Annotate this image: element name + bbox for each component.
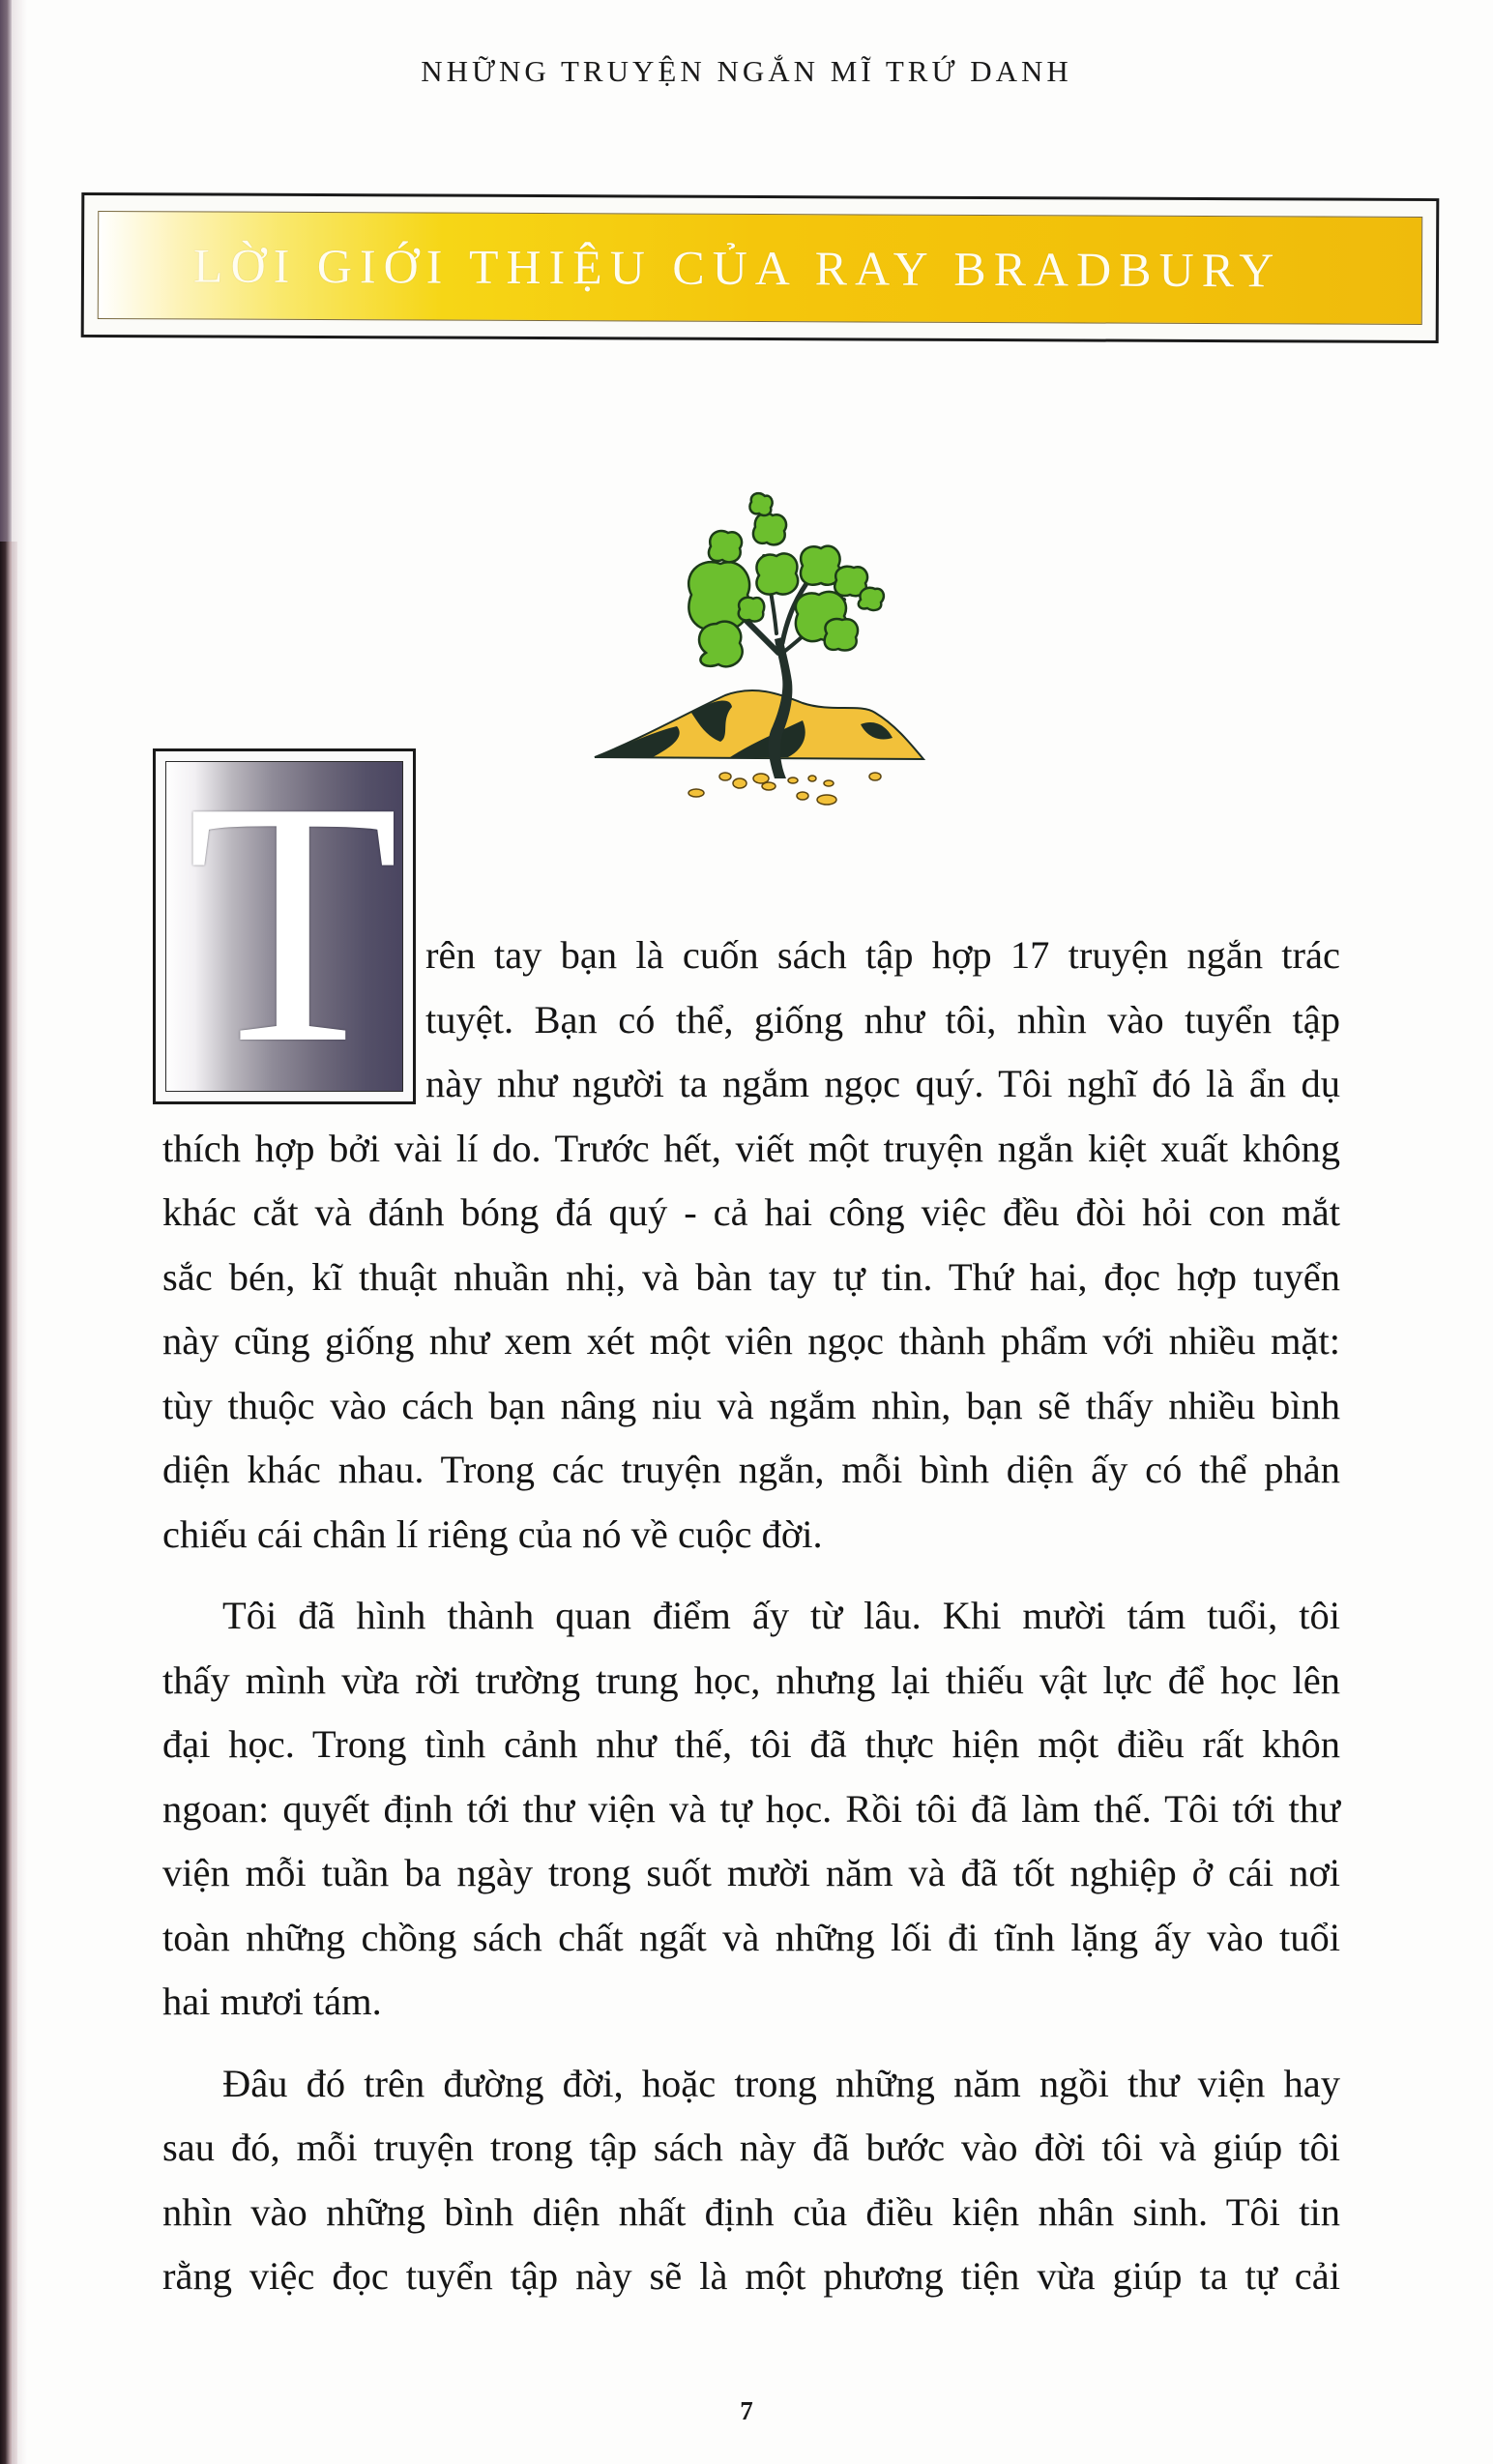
text-line: rằng việc đọc tuyển tập này sẽ là một phương tiện vừa giúp ta tự cải [162, 2254, 1340, 2298]
paragraph-2 [162, 1584, 1340, 2035]
text-line: thấy mình vừa rời trường trung học, nhưng lại thiếu vật lực để học lên [162, 1657, 1340, 1702]
running-header: NHỮNG TRUYỆN NGẮN MĨ TRỨ DANH [421, 54, 1072, 88]
chapter-title-banner-fill [98, 211, 1422, 325]
paragraph-3 [162, 2052, 1340, 2309]
text-line: khác cắt và đánh bóng đá quý - cả hai công việc đều đòi hỏi con mắt [162, 1190, 1340, 1234]
text-line: tùy thuộc vào cách bạn nâng niu và ngắm nhìn, bạn sẽ thấy nhiều bình [162, 1383, 1340, 1427]
drop-cap-letter: T [187, 761, 399, 1092]
text-line: đại học. Trong tình cảnh như thế, tôi đã thực hiện một điều rất khôn [162, 1722, 1340, 1766]
text-line: rên tay bạn là cuốn sách tập hợp 17 truyện ngắn trác [425, 933, 1340, 977]
paragraph-spacer [162, 1567, 1340, 1584]
text-line: này cũng giống như xem xét một viên ngọc thành phẩm với nhiều mặt: [162, 1319, 1340, 1363]
text-line: viện mỗi tuần ba ngày trong suốt mười năm và đã tốt nghiệp ở cái nơi [162, 1851, 1340, 1894]
page-binding-fade [12, 0, 27, 2464]
text-line: sau đó, mỗi truyện trong tập sách này đã bước vào đời tôi và giúp tôi [162, 2126, 1340, 2169]
text-line: sắc bén, kĩ thuật nhuần nhị, và bàn tay tự tin. Thứ hai, đọc hợp tuyển [162, 1254, 1340, 1299]
tree-on-hill-icon [585, 488, 943, 807]
text-line: toàn những chồng sách chất ngất và những lối đi tĩnh lặng ấy vào tuổi [162, 1915, 1340, 1959]
chapter-title: LỜI GIỚI THIỆU CỦA RAY BRADBURY [192, 238, 1282, 298]
text-line: hai mươi tám. [162, 1980, 382, 2023]
paragraph-spacer [162, 2035, 1340, 2052]
text-line: Tôi đã hình thành quan điểm ấy từ lâu. Khi mười tám tuổi, tôi [222, 1594, 1340, 1637]
paragraph-1 [162, 924, 1340, 1567]
page-number: 7 [740, 2396, 753, 2425]
text-line: thích hợp bởi vài lí do. Trước hết, viết một truyện ngắn kiệt xuất không [162, 1126, 1340, 1170]
text-line: chiếu cái chân lí riêng của nó về cuộc đời. [162, 1511, 823, 1556]
text-line: tuyệt. Bạn có thể, giống như tôi, nhìn vào tuyển tập [425, 997, 1340, 1041]
chapter-title-banner [81, 192, 1440, 343]
text-line: ngoan: quyết định tới thư viện và tự học. Rồi tôi đã làm thế. Tôi tới thư [162, 1786, 1340, 1831]
text-line: này như người ta ngắm ngọc quý. Tôi nghĩ đó là ẩn dụ [425, 1062, 1340, 1105]
body-text [162, 924, 1340, 2309]
text-line: diện khác nhau. Trong các truyện ngắn, mỗi bình diện ấy có thể phản [162, 1448, 1340, 1491]
text-line: nhìn vào những bình diện nhất định của điều kiện nhân sinh. Tôi tin [162, 2189, 1340, 2234]
text-line: Đâu đó trên đường đời, hoặc trong những năm ngồi thư viện hay [222, 2061, 1340, 2105]
